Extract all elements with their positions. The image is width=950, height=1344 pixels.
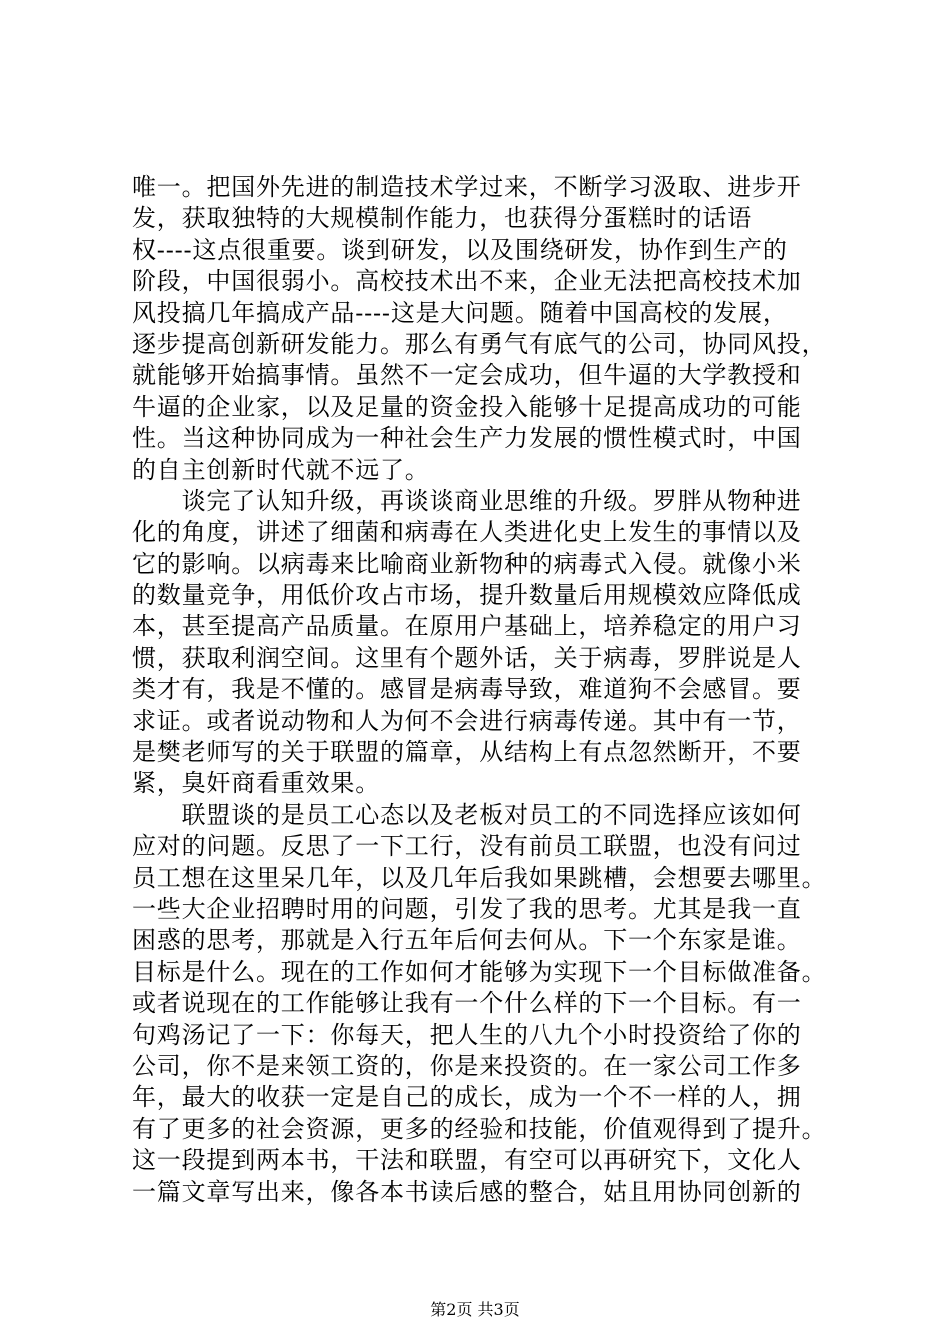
text-line: 这一段提到两本书，干法和联盟，有空可以再研究下，文化人 — [132, 1146, 802, 1175]
text-line: 的数量竞争，用低价攻占市场，提升数量后用规模效应降低成 — [132, 581, 802, 610]
text-line: 紧，臭奸商看重效果。 — [132, 769, 380, 798]
text-line: 求证。或者说动物和人为何不会进行病毒传递。其中有一节， — [132, 706, 802, 735]
text-line: 联盟谈的是员工心态以及老板对员工的不同选择应该如何 — [132, 800, 802, 829]
text-line: 有了更多的社会资源，更多的经验和技能，价值观得到了提升。 — [132, 1114, 827, 1143]
text-line: 年，最大的收获一定是自己的成长，成为一个不一样的人，拥 — [132, 1083, 802, 1112]
text-line: 逐步提高创新研发能力。那么有勇气有底气的公司，协同风投， — [132, 329, 827, 358]
text-line: 一篇文章写出来，像各本书读后感的整合，姑且用协同创新的 — [132, 1177, 802, 1206]
text-line: 性。当这种协同成为一种社会生产力发展的惯性模式时，中国 — [132, 424, 802, 453]
text-line: 公司，你不是来领工资的，你是来投资的。在一家公司工作多 — [132, 1051, 802, 1080]
text-line: 一些大企业招聘时用的问题，引发了我的思考。尤其是我一直 — [132, 894, 802, 923]
page-footer: 第2页 共3页 — [430, 1300, 520, 1319]
text-line: 它的影响。以病毒来比喻商业新物种的病毒式入侵。就像小米 — [132, 549, 802, 578]
text-line: 谈完了认知升级，再谈谈商业思维的升级。罗胖从物种进 — [132, 486, 802, 515]
text-line: 是樊老师写的关于联盟的篇章，从结构上有点忽然断开，不要 — [132, 738, 802, 767]
text-line: 本，甚至提高产品质量。在原用户基础上，培养稳定的用户习 — [132, 612, 802, 641]
text-line: 权----这点很重要。谈到研发，以及围绕研发，协作到生产的 — [132, 235, 788, 264]
body-text — [132, 172, 832, 1208]
text-line: 化的角度，讲述了细菌和病毒在人类进化史上发生的事情以及 — [132, 518, 802, 547]
text-line: 的自主创新时代就不远了。 — [132, 455, 430, 484]
text-line: 风投搞几年搞成产品----这是大问题。随着中国高校的发展， — [132, 298, 788, 327]
text-line: 惯，获取利润空间。这里有个题外话，关于病毒，罗胖说是人 — [132, 643, 802, 672]
text-line: 发，获取独特的大规模制作能力，也获得分蛋糕时的话语 — [132, 204, 752, 233]
text-line: 唯一。把国外先进的制造技术学过来，不断学习汲取、进步开 — [132, 173, 802, 201]
text-line: 牛逼的企业家，以及足量的资金投入能够十足提高成功的可能 — [132, 392, 802, 421]
text-line: 员工想在这里呆几年，以及几年后我如果跳槽，会想要去哪里。 — [132, 863, 827, 892]
text-line: 目标是什么。现在的工作如何才能够为实现下一个目标做准备。 — [132, 957, 827, 986]
text-line: 就能够开始搞事情。虽然不一定会成功，但牛逼的大学教授和 — [132, 361, 802, 390]
text-line: 或者说现在的工作能够让我有一个什么样的下一个目标。有一 — [132, 989, 802, 1018]
text-line: 应对的问题。反思了一下工行，没有前员工联盟，也没有问过 — [132, 832, 802, 861]
text-line: 困惑的思考，那就是入行五年后何去何从。下一个东家是谁。 — [132, 926, 802, 955]
text-line: 类才有，我是不懂的。感冒是病毒导致，难道狗不会感冒。要 — [132, 675, 802, 704]
text-line: 句鸡汤记了一下：你每天，把人生的八九个小时投资给了你的 — [132, 1020, 802, 1049]
text-line: 阶段，中国很弱小。高校技术出不来，企业无法把高校技术加 — [132, 267, 802, 296]
